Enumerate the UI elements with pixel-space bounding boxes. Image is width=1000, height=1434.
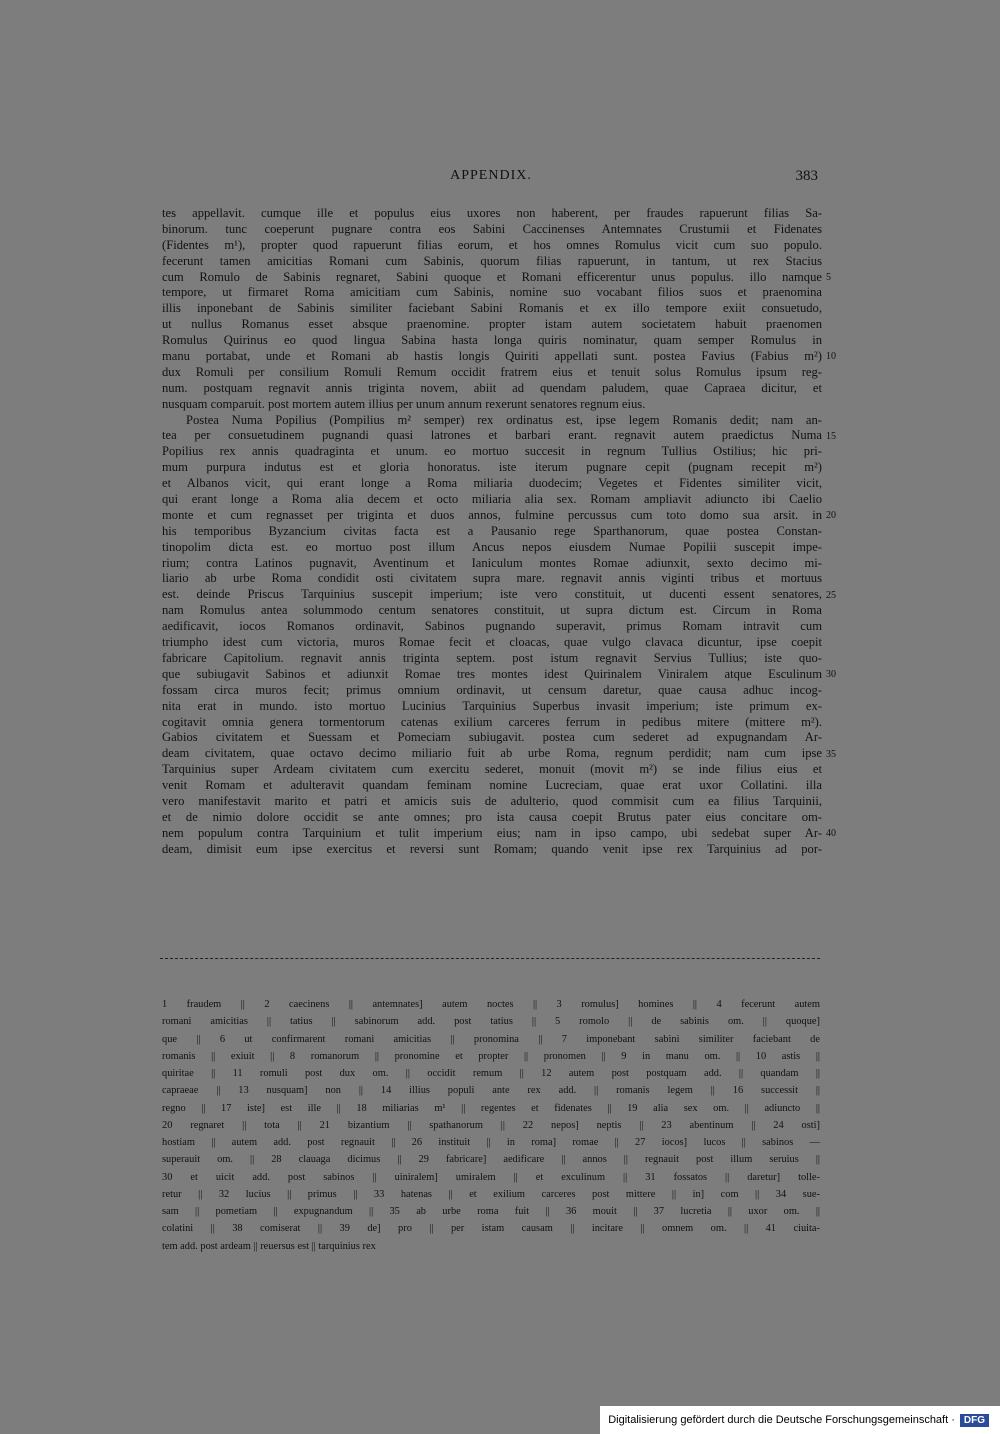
text-line: cum Romulo de Sabinis regnaret, Sabini quoque et Romani efficerentur unus populus. illo namque [162, 269, 822, 284]
text-line: (Fidentes m¹), propter quod rapuerunt filias eorum, et hos omnes Romulus vicit cum suo populo. [162, 237, 822, 252]
apparatus-line: romanis || exiuit || 8 romanorum || pronomine et propter || pronomen || 9 in manu om. || 10 astis || [162, 1050, 820, 1062]
text-line: rium; contra Latinos pugnavit, Aventinum et Ianiculum montes Romae adiunxit, sexto decimo mi- [162, 555, 822, 570]
apparatus-line: quiritae || 11 romuli post dux om. || occidit remum || 12 autem post postquam add. || quandam || [162, 1068, 820, 1079]
margin-line-number: 25 [826, 589, 836, 601]
apparatus-line: 1 fraudem || 2 caecinens || antemnates] autem noctes || 3 romulus] homines || 4 fecerunt autem [162, 999, 820, 1010]
text-line: et Albanos vicit, qui erant longe a Roma miliaria duodecim; Vegetes et Fidentes similiter vicit, [162, 476, 822, 491]
text-line: fabricare Capitolium. regnavit annis triginta septem. post istum regnavit Servius Tullius; iste quo- [162, 650, 822, 665]
margin-line-number: 30 [826, 669, 836, 681]
page-number: 383 [795, 168, 818, 184]
text-line: aedificavit, iocos Romanos ordinavit, Sabinos pugnando superavit, primus Romam intravit cum [162, 619, 822, 634]
text-line: venit Romam et adulteravit quandam feminam nomine Lucreciam, quae erat uxor Collatini. illa [162, 778, 822, 793]
text-line: illis inponebant de Sabinis similiter faciebant Sabini Romanis et ex illo tempore exiit consuetudo, [162, 301, 822, 316]
text-line: tes appellavit. cumque ille et populus eius uxores non haberent, per fraudes rapuerunt filias Sa- [162, 206, 822, 220]
text-line: tempore, ut firmaret Roma amicitiam cum Sabinis, nomine suo vocabant filios suos et praenomina [162, 285, 822, 300]
text-line: manu portabat, unde et Romani ab hastis longis Quiriti appellati sunt. postea Favius (Fabius m²) [162, 349, 822, 364]
text-line: Gabios civitatem et Suessam et Pomeciam subiugavit. postea cum sederet ad expugnandam Ar- [162, 730, 822, 745]
text-line: Popilius rex annis quadraginta et unum. eo mortuo succesit in regnum Tullius Ostilius; hic pri- [162, 444, 822, 459]
digitization-footer [608, 1412, 990, 1428]
text-line: deam, dimisit eum ipse exercitus et reversi sunt Romam; quando venit ipse rex Tarquinius ad por- [162, 841, 822, 856]
text-line: Postea Numa Popilius (Pompilius m² semper) rex ordinatus est, ipse legem Romanis dedit; nam an- [186, 412, 822, 427]
critical-apparatus [162, 996, 820, 1255]
text-line: fossam circa muros fecit; primus omnium ordinavit, ut censum daretur, quae causa adhuc incog- [162, 682, 822, 697]
margin-line-number: 15 [826, 430, 836, 442]
text-line: liario ab urbe Roma condidit osti civitatem supra mare. regnavit annis viginti tribus et mortuus [162, 571, 822, 586]
text-line: triumpho idest cum victoria, muros Romae fecit et cloacas, quae vulgo clavaca dicuntur, ipse coepit [162, 635, 822, 650]
dfg-logo: DFG [959, 1413, 990, 1428]
margin-line-number: 5 [826, 271, 831, 283]
running-title: APPENDIX. [450, 168, 532, 183]
text-line: et de nimio dolore occidit se ante omnes; pro ista causa coepit Brutus pater eius concitare om- [162, 809, 822, 824]
apparatus-line: regno || 17 iste] est ille || 18 miliarias m¹ || regentes et fidenates || 19 alia sex om. || adiuncto || [162, 1102, 820, 1114]
text-line: nita erat in mundo. isto mortuo Lucinius Tarquinius Superbus invasit imperium; iste primum ex- [162, 698, 822, 713]
apparatus-line: 20 regnaret || tota || 21 bizantium || spathanorum || 22 nepos] neptis || 23 abentinum || 24 osti] [162, 1119, 820, 1131]
text-line: vero manifestavit marito et patri et amicis suis de adulterio, quod commisit cum ea filius Tarquinii, [162, 793, 822, 808]
text-line: nem populum contra Tarquinium et tulit imperium eius; nam in ipso campo, ubi sedebat super Ar- [162, 825, 822, 840]
apparatus-line: que || 6 ut confirmarent romani amicitias || pronomina || 7 imponebant sabini similiter faciebant de [162, 1033, 820, 1045]
text-line: Tarquinius super Ardeam civitatem cum exercitu sederet, monuit (movit m²) se inde filius eius et [162, 762, 822, 777]
text-line: cogitavit omnia genera tormentorum catenas exilium carceres ferrum in pedibus mitere (mittere m²). [162, 714, 822, 729]
page-header [160, 168, 822, 190]
apparatus-line: 30 et uicit add. post sabinos || uiniralem] umiralem || et exculinum || 31 fossatos || daretur] tolle- [162, 1171, 820, 1183]
text-line: ut nullus Romanus esset absque praenomine. propter istam autem societatem habuit praenomen [162, 317, 822, 332]
margin-line-number: 35 [826, 748, 836, 760]
text-line: dux Romuli per consilium Romuli Remum occidit fratrem eius et tenuit solus Romulus ipsum reg- [162, 364, 822, 379]
text-line: tea per consuetudinem pugnandi quasi latrones et barbari erant. regnavit autem praedictus Numa [162, 428, 822, 443]
text-line: mum purpura indutus est et gloria honoratus. iste iterum pugnare cepit (pugnam recepit m²) [162, 460, 822, 475]
text-line: binorum. tunc coeperunt pugnare contra eos Sabini Caccinenses Antemnates Crustumii et Fidenates [162, 221, 822, 236]
apparatus-line: colatini || 38 comiserat || 39 de] pro || per istam causam || incitare || omnem om. || 41 ciuita- [162, 1223, 820, 1235]
text-line: qui erant longe a Roma alia decem et octo miliaria alia sex. Romam ampliavit adiuncto ibi Caelio [162, 492, 822, 507]
footnote-divider [160, 958, 820, 959]
apparatus-line: sam || pometiam || expugnandum || 35 ab urbe roma fuit || 36 mouit || 37 lucretia || uxor om. || [162, 1206, 820, 1217]
footer-credit: Digitalisierung gefördert durch die Deutsche Forschungsgemeinschaft · [608, 1414, 955, 1426]
text-line: his temporibus Byzancium civitas facta est a Pausanio rege Sparthanorum, quae postea Constan- [162, 523, 822, 538]
text-line: monte et cum regnasset per triginta et duos annos, fulmine percussus cum toto domo sua arsit. in [162, 507, 822, 522]
text-line: que subiugavit Sabinos et adiunxit Romae tres montes idest Quirinalem Viniralem atque Esculinum [162, 666, 822, 681]
text-line: nam Romulus antea solummodo centum senatores constituit, ut supra dictum est. Circum in Roma [162, 603, 822, 618]
margin-line-number: 20 [826, 510, 836, 522]
text-line: nusquam comparuit. post mortem autem illius per unum annum rexerunt senatores regnum eius. [162, 396, 646, 411]
text-line: tinopolim dicta est. eo mortuo post illum Ancus nepos eiusdem Numae Popilii suscepit impe- [162, 539, 822, 554]
text-line: deam civitatem, quae octavo decimo miliario fuit ab urbe Roma, regnum perdidit; nam cum ipse [162, 746, 822, 761]
margin-line-number: 40 [826, 828, 836, 840]
apparatus-line: hostiam || autem add. post regnauit || 26 instituit || in roma] romae || 27 iocos] lucos || sabinos — [162, 1137, 820, 1148]
apparatus-line: tem add. post ardeam || reuersus est || tarquinius rex [162, 1240, 376, 1252]
margin-line-number: 10 [826, 351, 836, 363]
apparatus-line: romani amicitias || tatius || sabinorum add. post tatius || 5 romolo || de sabinis om. || quoque] [162, 1016, 820, 1028]
apparatus-line: retur || 32 lucius || primus || 33 hatenas || et exilium carceres post mittere || in] com || 34 sue- [162, 1188, 820, 1200]
main-text-body [162, 206, 822, 858]
text-line: num. postquam regnavit annis triginta novem, abiit ad quendam paludem, quae Capraea dicitur, et [162, 380, 822, 395]
text-line: est. deinde Priscus Tarquinius suscepit imperium; iste vero constituit, ut ducenti essent senatores, [162, 587, 822, 602]
apparatus-line: superauit om. || 28 clauaga dicimus || 29 fabricare] aedificare || annos || regnauit post illum seruius || [162, 1154, 820, 1166]
text-line: Romulus Quirinus eo quod lingua Sabina hasta longa quiris nominatur, quam semper Romulus in [162, 333, 822, 348]
text-line: fecerunt tamen amicitias Romani cum Sabinis, quorum filias rapuerunt, in tantum, ut rex Stacius [162, 253, 822, 268]
apparatus-line: capraeae || 13 nusquam] non || 14 illius populi ante rex add. || romanis legem || 16 successit || [162, 1085, 820, 1097]
